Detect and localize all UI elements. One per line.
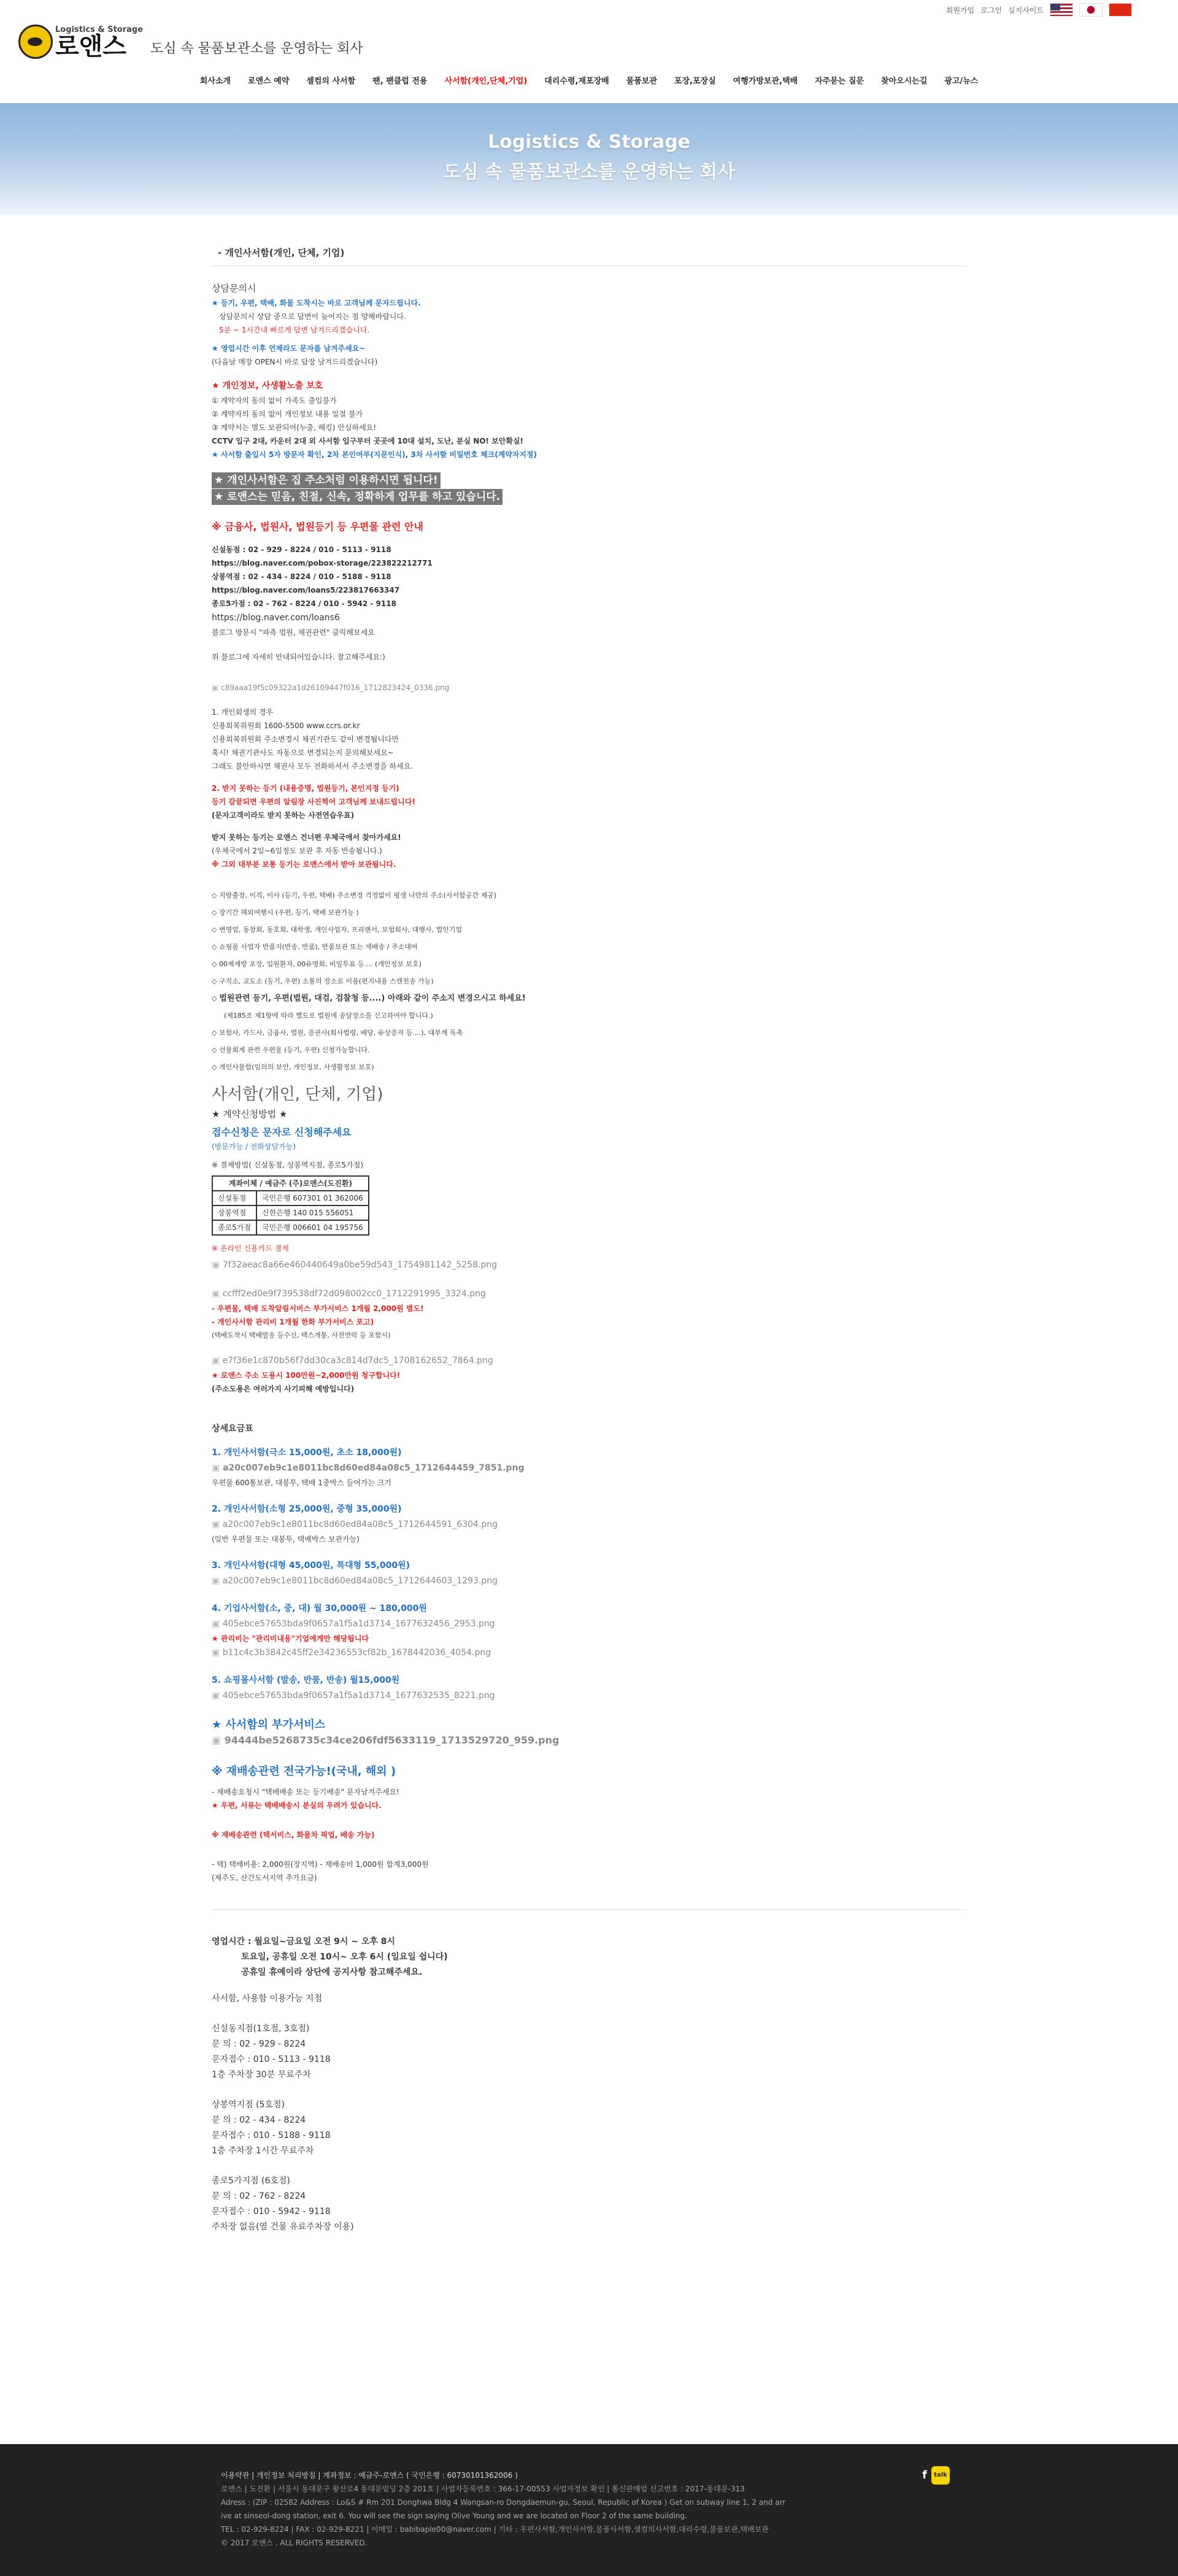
text: - 개인사서함 관리비 1개월 한화 부가서비스 포고) <box>212 1318 374 1326</box>
nav-item[interactable]: 광고/뉴스 <box>944 76 979 86</box>
cn-flag-icon[interactable] <box>1109 3 1132 17</box>
main-nav <box>0 56 1178 103</box>
text: ★ 로앤스 주소 도용시 100만원~2,000만원 청구합니다! <box>212 1371 401 1380</box>
text: - 재배송요청시 "택배배송 또는 등기배송" 문자남겨주세요! <box>212 1788 399 1796</box>
blog-link[interactable]: https://blog.naver.com/loans5/223817663347 <box>212 586 400 594</box>
list-item: ◇ 법원관련 등기, 우편(법원, 대검, 검찰청 등....) 아래와 같이 주소지 변경으시고 하세요! <box>212 990 966 1007</box>
footer-links[interactable]: 이용약관 | 개인정보 처리방침 | 계좌정보 : 예금주-로앤스 ( 국민은행 : 60730101362006 ) <box>221 2471 518 2480</box>
broken-image: ▣ c89aaa19f5c09322a1d26109447f016_1712823424_0336.png <box>212 681 966 694</box>
table-cell: 종로5가점 <box>212 1220 256 1235</box>
text: ※ 결제방법( 신설동점, 상봉역지점, 종로5가점) <box>212 1161 364 1169</box>
store-info: 1층 주차장 1시간 무료주차 <box>212 2146 314 2156</box>
store-name: 신설동지점(1호점, 3호점) <box>212 2024 310 2034</box>
logo-slogan: 도심 속 물품보관소를 운영하는 회사 <box>150 40 363 56</box>
finance-heading: ※ 금융사, 법원사, 법원등기 등 우편물 관련 안내 <box>212 521 423 533</box>
price-item: 1. 개인사서함(극소 15,000원, 초소 18,000원) <box>212 1448 402 1458</box>
text: ② 계약자의 동의 없이 개인정보 내용 일절 불가 <box>212 410 363 418</box>
text: (다음날 매장 OPEN시 바로 답장 남겨드리겠습니다) <box>212 358 378 366</box>
text: CCTV 입구 2대, 카운터 2대 외 사서함 입구부터 곳곳에 10대 설치, 도난, 분실 NO! 보안확실! <box>212 437 524 445</box>
price-item: 4. 기업사서함(소, 중, 대) 월 30,000원 ~ 180,000원 <box>212 1604 427 1613</box>
footer-text: 로앤스 | 도진환 | 서울시 동대문구 왕산로4 동대문빌딩 2층 201호 | 사업자등록번호 : 366-17-00553 사업자정보 확인 | 통신판매업 신고번호 : 2017-동대문-313 <box>221 2485 745 2493</box>
account-table <box>212 1175 369 1236</box>
logo-icon <box>18 25 53 59</box>
text: ★ 우편, 서류는 택배배송시 분실의 우려가 있습니다. <box>212 1801 382 1810</box>
footer-text: Adress : (ZIP : 02582 Address : Lo&S # Rm 201 Donghwa Bldg 4 Wangsan-ro Dongdaemun-gu, Seoul, Republic of Korea ) Get on subway line 1, 2 and arr <box>221 2498 786 2507</box>
branch-info: 상봉역점 : 02 - 434 - 8224 / 010 - 5188 - 9118 <box>212 572 391 581</box>
broken-image: ▣ b11c4c3b3842c45ff2e34236553cf82b_1678442036_4054.png <box>212 1645 966 1661</box>
store-info: 문자접수 : 010 - 5113 - 9118 <box>212 2055 331 2064</box>
us-flag-icon[interactable] <box>1050 3 1073 17</box>
broken-image: ▣ a20c007eb9c1e8011bc8d60ed84a08c5_1712644591_6304.png <box>212 1517 966 1532</box>
store-info: 문자접수 : 010 - 5942 - 9118 <box>212 2207 331 2217</box>
logo-small-text: Logistics & Storage <box>55 25 144 34</box>
table-header: 계좌이체 / 예금주 (주)로앤스(도진환) <box>212 1176 369 1191</box>
price-item: 3. 개인사서함(대형 45,000원, 특대형 55,000원) <box>212 1561 410 1571</box>
broken-image: ▣ a20c007eb9c1e8011bc8d60ed84a08c5_1712644603_1293.png <box>212 1574 966 1589</box>
text: ★ 관리비는 "관리비내용"기업에게만 해당됩니다 <box>212 1634 369 1643</box>
table-row <box>212 1205 369 1220</box>
text: 그래도 불안하시면 채권사 모두 전화하셔서 주소변경을 하세요. <box>212 762 414 771</box>
text: 2. 받지 못하는 등기 (내용증명, 법원등기, 본인지정 등기) <box>212 784 399 793</box>
text: ★ 사서함 출입시 5자 방문자 확인, 2차 본인여부(지문인식), 3차 사서함 비밀번호 체크(계약자지정) <box>212 450 537 459</box>
business-hours: 영업시간 : 월요일~금요일 오전 9시 ~ 오후 8시 <box>212 1937 396 1947</box>
join-link[interactable]: 회원가입 <box>945 6 975 15</box>
store-info: 문자접수 : 010 - 5188 - 9118 <box>212 2131 331 2140</box>
blog-link[interactable]: https://blog.naver.com/loans6 <box>212 613 340 623</box>
list-note: (제185조 제1항에 따라 별도로 법원에 송달장소를 신고하여야 합니다.) <box>224 1012 433 1020</box>
text: 5분 ~ 1시간내 빠르게 답변 남겨드리겠습니다. <box>219 326 370 334</box>
list-item: ◇ 지방출장, 이직, 이사 (등기, 우편, 택배) 주소변경 걱정없이 평생 나만의 주소(사서함공간 제공) <box>212 887 966 904</box>
logo-big-text: 로앤스 <box>55 32 126 61</box>
text: ※ 재배송관련 (택서비스, 화물차 픽업, 배송 가능) <box>212 1831 375 1839</box>
text: 블로그 방문시 "파측 법원, 채권관련" 클릭해보세요 <box>212 628 375 637</box>
page-title: - 개인사서함(개인, 단체, 기업) <box>218 247 345 258</box>
text: 사서함, 사용함 이용가능 지점 <box>212 1994 323 2004</box>
store-info: 문 의 : 02 - 929 - 8224 <box>212 2039 306 2049</box>
store-name: 종로5가지점 (6호점) <box>212 2176 290 2186</box>
nav-item[interactable]: 셀컴의 사서함 <box>306 76 356 86</box>
list-item: ◇ 보험사, 카드사, 금융사, 법원, 증권사(회사법령, 배당, 유상증자 등....), 대부계 독촉 <box>212 1025 966 1042</box>
broken-image: ▣ 7f32aeac8a66e460440649a0be59d543_1754981142_5258.png <box>212 1258 966 1273</box>
nav-item[interactable]: 팬, 팬클럽 전용 <box>372 76 428 86</box>
footer-text: TEL : 02-929-8224 | FAX : 02-929-8221 | 이메일 : babibaple00@naver.com | 기타 : 우편사서함,개인사서함,물품사서함,셀컴의사서함,대리수령,물품보관,택배보관 <box>221 2525 769 2534</box>
business-hours: 토요일, 공휴일 오전 10시~ 오후 6시 (일요일 쉽니다) <box>241 1952 448 1962</box>
footer-copyright: © 2017 로앤스 . ALL RIGHTS RESERVED. <box>221 2539 368 2547</box>
broken-image: ▣ ccfff2ed0e9f739538df72d098002cc0_1712291995_3324.png <box>212 1286 966 1302</box>
text: 신용회복위원회 주소변경시 채권기관도 같이 변경됩니다만 <box>212 735 399 744</box>
privacy-heading: ★ 개인정보, 사생활노출 보호 <box>212 381 323 391</box>
hero-subtitle: 도심 속 물품보관소를 운영하는 회사 <box>442 161 736 183</box>
main-content <box>212 245 966 2235</box>
text: 1. 개인회생의 경우 <box>212 708 274 717</box>
price-item: 5. 쇼핑몰사서함 (발송, 반품, 반송) 월15,000원 <box>212 1675 400 1685</box>
blog-link[interactable]: https://blog.naver.com/pobox-storage/223822212771 <box>212 559 433 567</box>
broken-image: ▣ 405ebce57653bda9f0657a1f5a1d3714_1677632456_2953.png <box>212 1617 966 1632</box>
broken-image: ▣ 94444be5268735c34ce206fdf5633119_1713529720_959.png <box>212 1732 966 1748</box>
highlight-banner: ★ 로앤스는 믿음, 친절, 신속, 정확하게 업무를 하고 있습니다. <box>212 489 502 505</box>
text: 등기 갈끝되면 우편의 알림장 사진찍어 고객님께 보내드립니다! <box>212 798 415 806</box>
text: (방문가능 / 전화상담가능) <box>212 1142 296 1151</box>
cart-link[interactable]: 실지사이트 <box>1008 6 1044 15</box>
branch-info: 종로5가점 : 02 - 762 - 8224 / 010 - 5942 - 9118 <box>212 599 396 608</box>
table-cell: 국민은행 006601 04 195756 <box>256 1220 369 1235</box>
text: 혹시! 채권기관사도 자동으로 변경되는지 문의해보세요~ <box>212 748 394 757</box>
hero-title: Logistics & Storage <box>487 131 691 153</box>
table-cell: 신한은행 140 015 556051 <box>256 1205 369 1220</box>
branch-info: 신설동점 : 02 - 929 - 8224 / 010 - 5113 - 9118 <box>212 545 391 554</box>
text: (일반 우편물 또는 대봉투, 택배박스 보관가능) <box>212 1535 360 1544</box>
highlight-banner: ★ 개인사서함은 집 주소처럼 이용하시면 됩니다! <box>212 472 441 488</box>
nav-item[interactable]: 대리수령,재포장배 <box>544 76 609 86</box>
store-info: 주차장 없음(옆 건물 유료주차장 이용) <box>212 2222 354 2232</box>
list-item: ◇ 구직소, 교도소 (등기, 우편) 소통의 장소로 이용(편지내용 스캔전송 가능) <box>212 973 966 990</box>
text: ※ 그외 대부분 보통 등기는 로앤스에서 받아 보관됩니다. <box>212 860 396 869</box>
login-link[interactable]: 로그인 <box>980 6 1003 15</box>
nav-item[interactable]: 로앤스 예약 <box>247 76 290 86</box>
text: (우체국에서 2일~6일정도 보관 후 자동 반송됩니다.) <box>212 847 382 855</box>
nav-item[interactable]: 물품보관 <box>626 76 657 86</box>
broken-image: ▣ 405ebce57653bda9f0657a1f5a1d3714_1677632535_8221.png <box>212 1688 966 1704</box>
broken-image: ▣ e7f36e1c870b56f7dd30ca3c814d7dc5_1708162652_7864.png <box>212 1353 966 1369</box>
broken-image: ▣ a20c007eb9c1e8011bc8d60ed84a08c5_1712644459_7851.png <box>212 1461 966 1476</box>
text: (주소도용은 여러가지 사기피해 예방입니다) <box>212 1385 355 1393</box>
text: ※ 온라인 신용카드 결제 <box>212 1244 289 1253</box>
text: ★ 영업시간 이후 언제라도 문자를 남겨주세요~ <box>212 344 366 353</box>
list-item: ◇ 장기간 해외여행시 (우편, 등기, 택배 보관가능 ) <box>212 904 966 921</box>
text: 신용회복위원회 1600-5500 www.ccrs.or.kr <box>212 721 360 730</box>
table-cell: 상봉역점 <box>212 1205 256 1220</box>
nav-item[interactable]: 포장,포장실 <box>674 76 716 86</box>
table-row <box>212 1220 369 1235</box>
addon-heading: ★ 사서함의 부가서비스 <box>212 1718 326 1731</box>
list-item: ◇ 00제재방 포장, 입원환자, 00유명회, 비밀투표 등.... (개인정보 보호) <box>212 956 966 973</box>
footer-text: ive at sinseol-dong station, exit 6. You will see the sign saying Olive Young and we are located on Floor 2 of the same building. <box>221 2512 687 2520</box>
text: 받지 못하는 등기는 로앤스 건너편 우체국에서 찾아가세요! <box>212 833 401 842</box>
nav-item-active[interactable]: 사서함(개인,단체,기업) <box>444 76 528 86</box>
facebook-icon[interactable]: f <box>922 2469 927 2482</box>
text: - 우편물, 택배 도착알림서비스 부가서비스 1개월 2,000원 별도! <box>212 1304 424 1313</box>
site-logo[interactable] <box>18 25 363 59</box>
table-cell: 신설동점 <box>212 1191 256 1205</box>
text: (문자고객이라도 받지 못하는 사전연습우표) <box>212 811 355 820</box>
text: ③ 계약서는 별도 보관되어(누출, 해킹) 안심하세요! <box>212 423 377 432</box>
list-item: ◇ 선물회계 관련 우편물 (등기, 우편) 신청가능합니다. <box>212 1042 966 1059</box>
text: - 택) 택배비용: 2,000원(장지역) - 재배송비 1,000원 합계3,000원 <box>212 1860 429 1869</box>
section-title: 사서함(개인, 단체, 기업) <box>212 1085 383 1104</box>
price-heading: 상세요금표 <box>212 1424 253 1434</box>
text: 우편물 600통보관, 대봉투, 택배 1중박스 들어가는 크기 <box>212 1478 391 1487</box>
table-row <box>212 1191 369 1205</box>
table-cell: 국민은행 607301 01 362006 <box>256 1191 369 1205</box>
nav-item[interactable]: 찾아오시는길 <box>880 76 928 86</box>
text: ★ 등기, 우편, 택배, 화물 도착시는 바로 고객님께 문자드립니다. <box>212 299 421 307</box>
list-item: ◇ 쇼핑몰 사업자 반품지(반송, 반품), 반품보관 또는 재배송 / 주소대여 <box>212 939 966 956</box>
price-item: 2. 개인사서함(소형 25,000원, 중형 35,000원) <box>212 1504 402 1514</box>
site-header <box>0 20 1178 61</box>
text: ★ 계약신청방법 ★ <box>212 1109 288 1120</box>
text: ① 계약자의 동의 없이 가족도 출입불가 <box>212 396 337 405</box>
feature-list <box>212 887 966 1076</box>
business-hours: 공휴일 휴예이라 상단에 공지사항 참고해주세요. <box>241 1967 423 1977</box>
text: 접수신청은 문자로 신청해주세요 <box>212 1126 352 1138</box>
store-info: 1층 주차장 30분 무료주차 <box>212 2070 311 2080</box>
site-footer <box>0 2444 1178 2576</box>
store-info: 문 의 : 02 - 762 - 8224 <box>212 2191 306 2201</box>
text: (제주도, 산간도서지역 추가요금) <box>212 1874 317 1882</box>
nav-item[interactable]: 여행가방보관,택배 <box>733 76 798 86</box>
hero-banner <box>0 103 1178 215</box>
text: 상담문의시 상담 중으로 답변이 늦어지는 점 양해바랍니다. <box>219 312 406 321</box>
nav-item[interactable]: 자주묻는 질문 <box>815 76 864 86</box>
resend-heading: ※ 재배송관련 전국가능!(국내, 해외 ) <box>212 1765 396 1778</box>
nav-item[interactable]: 회사소개 <box>199 76 231 86</box>
consult-heading: 상담문의시 <box>212 283 256 294</box>
top-utility-bar <box>0 0 1178 20</box>
kakao-talk-icon[interactable]: talk <box>931 2466 950 2485</box>
jp-flag-icon[interactable] <box>1079 3 1103 17</box>
list-item: ◇ 변영업, 동창회, 동호회, 대학생, 개인사업자, 프리랜서, 보험회사, 대행사, 법인기업 <box>212 921 966 939</box>
text: 위 블로그에 자세히 안내되어있습니다. 참고해주세요:) <box>212 653 385 661</box>
list-item: ◇ 개인사물함(임의의 보안, 개인정보, 사생활정보 보호) <box>212 1059 966 1076</box>
store-name: 상봉역지점 (5호점) <box>212 2100 285 2110</box>
text: (택배도착시 택배발송 등수신, 택스개통, 사전연락 등 포함시) <box>212 1331 391 1339</box>
store-info: 문 의 : 02 - 434 - 8224 <box>212 2115 306 2125</box>
